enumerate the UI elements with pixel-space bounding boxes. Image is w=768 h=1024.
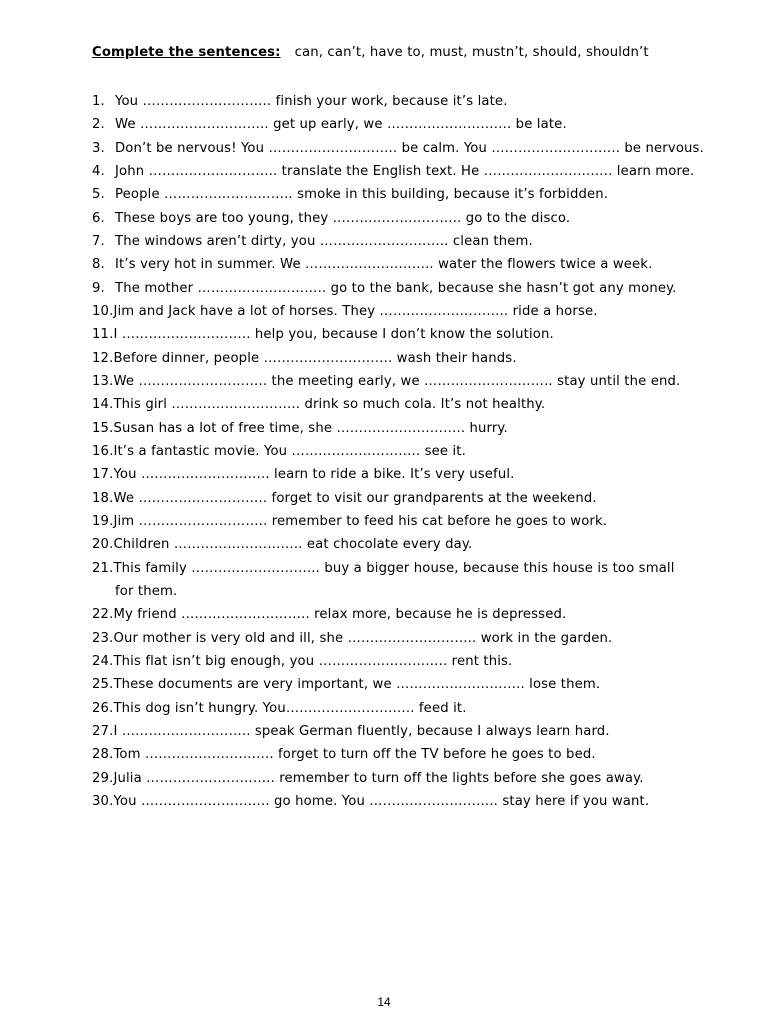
- sentence-item: [92, 417, 692, 440]
- sentence-text: Jim ……………………….. remember to feed his cat before he goes to work.: [113, 513, 608, 529]
- sentence-item: [92, 533, 692, 556]
- sentence-number: 21.: [92, 560, 114, 576]
- page-number: 14: [377, 995, 391, 1009]
- sentence-number: 12.: [92, 350, 114, 366]
- sentence-item: [92, 673, 692, 696]
- sentence-text: This flat isn’t big enough, you ……………………….. rent this.: [113, 653, 513, 669]
- sentence-number: 30.: [92, 793, 114, 809]
- sentence-text: Don’t be nervous! You ……………………….. be calm. You ……………………….. be nervous.: [115, 140, 704, 156]
- sentence-item: [92, 90, 692, 113]
- sentence-number: 11.: [92, 327, 114, 343]
- sentence-number: 4.: [92, 163, 105, 179]
- sentence-number: 3.: [92, 140, 105, 156]
- sentence-list: [92, 90, 704, 813]
- sentence-text: Our mother is very old and ill, she ……………………….. work in the garden.: [113, 630, 613, 646]
- sentence-text: Tom ……………………….. forget to turn off the TV before he goes to bed.: [113, 747, 596, 763]
- sentence-number: 16.: [92, 443, 114, 459]
- sentence-number: 2.: [92, 117, 105, 133]
- sentence-text: These documents are very important, we ……………………….. lose them.: [113, 677, 601, 693]
- sentence-number: 18.: [92, 490, 114, 506]
- sentence-number: 9.: [92, 280, 105, 296]
- sentence-text: The windows aren’t dirty, you ……………………….. clean them.: [115, 233, 533, 249]
- sentence-text: I ……………………….. help you, because I don’t know the solution.: [113, 327, 554, 343]
- sentence-number: 13.: [92, 373, 114, 389]
- sentence-item: [92, 767, 692, 790]
- sentence-item: [92, 603, 692, 626]
- sentence-item: [92, 370, 692, 393]
- sentence-number: 27.: [92, 723, 114, 739]
- sentence-text: The mother ……………………….. go to the bank, because she hasn’t got any money.: [115, 280, 677, 296]
- sentence-number: 25.: [92, 677, 114, 693]
- sentence-item: [92, 487, 692, 510]
- sentence-number: 24.: [92, 653, 114, 669]
- sentence-number: 5.: [92, 187, 105, 203]
- sentence-item: [92, 137, 704, 160]
- sentence-number: 14.: [92, 397, 114, 413]
- sentence-text: You ……………………….. learn to ride a bike. It’s very useful.: [113, 467, 515, 483]
- sentence-item: [92, 393, 692, 416]
- sentence-number: 10.: [92, 303, 114, 319]
- sentence-number: 20.: [92, 537, 114, 553]
- sentence-text: Before dinner, people ……………………….. wash their hands.: [113, 350, 517, 366]
- sentence-text: These boys are too young, they ……………………….. go to the disco.: [115, 210, 571, 226]
- sentence-item: [92, 557, 692, 604]
- sentence-text: Susan has a lot of free time, she ……………………….. hurry.: [113, 420, 508, 436]
- sentence-item: [92, 183, 692, 206]
- sentence-number: 15.: [92, 420, 114, 436]
- sentence-text: Children ……………………….. eat chocolate every day.: [113, 537, 473, 553]
- sentence-text: This dog isn’t hungry. You……………………….. feed it.: [113, 700, 467, 716]
- sentence-text: Julia ……………………….. remember to turn off the lights before she goes away.: [113, 770, 644, 786]
- sentence-item: [92, 230, 692, 253]
- sentence-text: I ……………………….. speak German fluently, because I always learn hard.: [113, 723, 610, 739]
- sentence-item: [92, 323, 692, 346]
- sentence-item: [92, 510, 692, 533]
- sentence-number: 6.: [92, 210, 105, 226]
- sentence-item: [92, 113, 692, 136]
- sentence-text: We ……………………….. forget to visit our grandparents at the weekend.: [113, 490, 597, 506]
- sentence-number: 28.: [92, 747, 114, 763]
- sentence-text: John ……………………….. translate the English text. He ……………………….. learn more.: [115, 163, 695, 179]
- sentence-number: 26.: [92, 700, 114, 716]
- sentence-item: [92, 253, 692, 276]
- sentence-number: 7.: [92, 233, 105, 249]
- sentence-item: [92, 347, 692, 370]
- sentence-item: [92, 440, 692, 463]
- sentence-text: My friend ……………………….. relax more, because he is depressed.: [113, 607, 567, 623]
- sentence-number: 23.: [92, 630, 114, 646]
- sentence-number: 17.: [92, 467, 114, 483]
- sentence-item: [92, 277, 692, 300]
- sentence-item: [92, 300, 692, 323]
- word-bank: can, can’t, have to, must, mustn’t, should, shouldn’t: [294, 45, 649, 60]
- sentence-number: 29.: [92, 770, 114, 786]
- sentence-number: 8.: [92, 257, 105, 273]
- sentence-item: [92, 790, 692, 813]
- sentence-continuation: for them.: [115, 583, 178, 599]
- sentence-item: [92, 160, 695, 183]
- sentence-number: 19.: [92, 513, 114, 529]
- sentence-text: You ……………………….. finish your work, because it’s late.: [115, 94, 508, 109]
- sentence-text: Jim and Jack have a lot of horses. They ……………………….. ride a horse.: [113, 303, 598, 319]
- sentence-text: We ……………………….. the meeting early, we ……………………….. stay until the end.: [113, 373, 681, 389]
- sentence-text: This girl ……………………….. drink so much cola. It’s not healthy.: [113, 397, 546, 413]
- sentence-text: People ……………………….. smoke in this building, because it’s forbidden.: [115, 187, 609, 203]
- sentence-item: [92, 697, 692, 720]
- sentence-text: This family ……………………….. buy a bigger house, because this house is too small: [113, 560, 675, 576]
- sentence-item: [92, 627, 692, 650]
- sentence-text: You ……………………….. go home. You ……………………….. stay here if you want.: [113, 793, 650, 809]
- sentence-text: It’s a fantastic movie. You ……………………….. see it.: [113, 443, 466, 459]
- sentence-text: We ……………………….. get up early, we ………………………. be late.: [115, 117, 567, 133]
- sentence-text: It’s very hot in summer. We ……………………….. water the flowers twice a week.: [115, 257, 653, 273]
- instruction-label: Complete the sentences:: [92, 45, 281, 60]
- sentence-item: [92, 463, 692, 486]
- sentence-item: [92, 207, 692, 230]
- sentence-item: [92, 743, 692, 766]
- sentence-item: [92, 650, 692, 673]
- sentence-item: [92, 720, 692, 743]
- worksheet-heading: [92, 45, 649, 60]
- sentence-number: 1.: [92, 94, 105, 109]
- sentence-number: 22.: [92, 607, 114, 623]
